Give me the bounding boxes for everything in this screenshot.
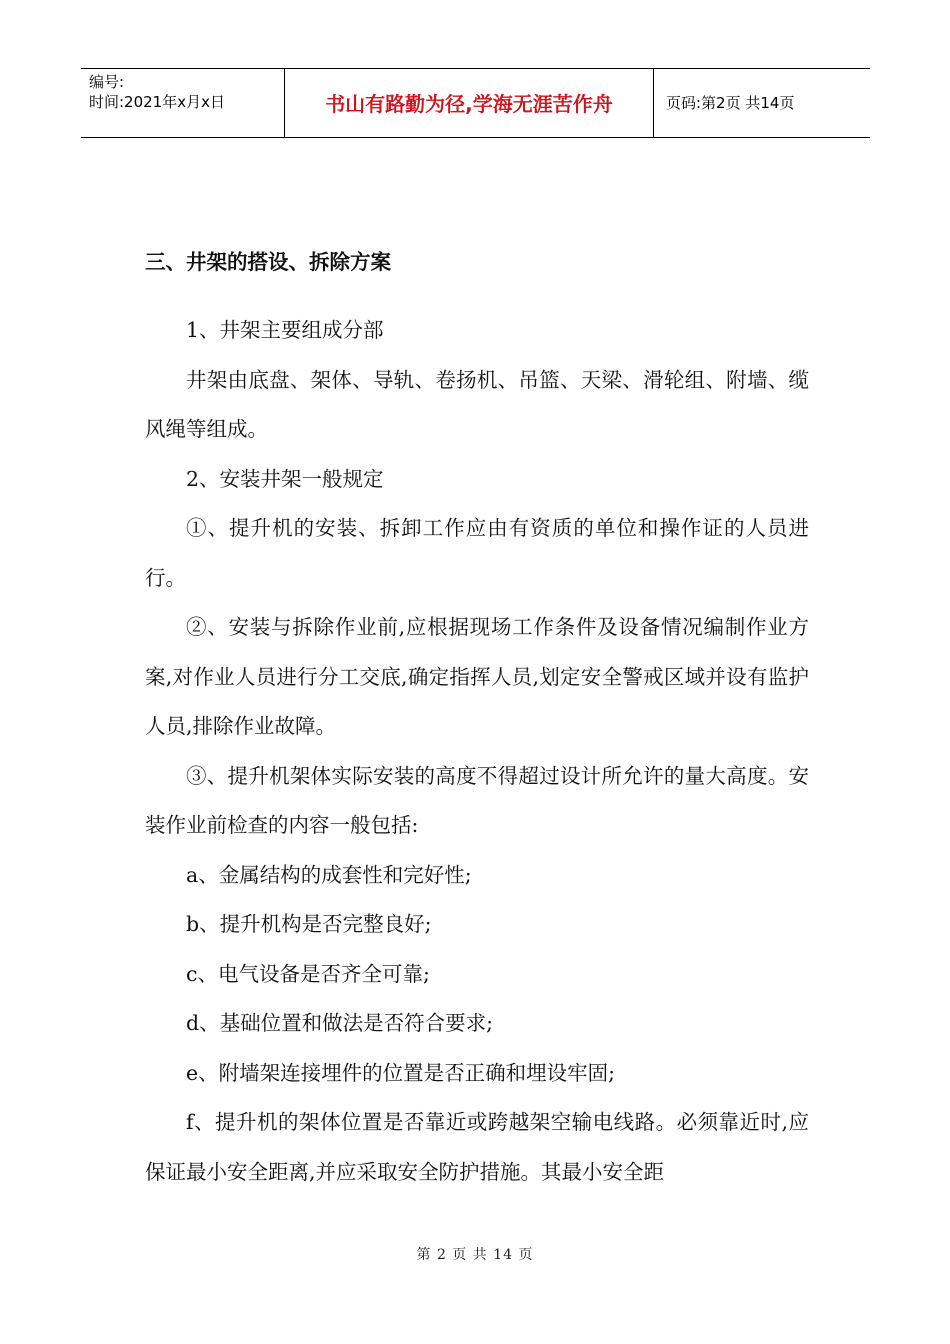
header-motto: 书山有路勤为径,学海无涯苦作舟: [325, 92, 613, 116]
paragraph: e、附墙架连接埋件的位置是否正确和埋设牢固;: [186, 1060, 616, 1085]
document-body: [145, 238, 809, 1197]
header-motto-cell: [285, 69, 654, 137]
document-date: 时间:2021年x月x日: [89, 93, 225, 111]
header-page-info: 页码:第2页 共14页: [666, 94, 795, 112]
header-meta-cell: [81, 69, 285, 137]
header-page-cell: [654, 69, 870, 137]
paragraph: f、提升机的架体位置是否靠近或跨越架空输电线路。必须靠近时,应保证最小安全距离,并应采取安全防护措施。其最小安全距: [145, 1110, 809, 1184]
section-title: 三、井架的搭设、拆除方案: [145, 250, 391, 274]
paragraph: ①、提升机的安装、拆卸工作应由有资质的单位和操作证的人员进行。: [145, 516, 809, 590]
paragraph: 井架由底盘、架体、导轨、卷扬机、吊篮、天梁、滑轮组、附墙、缆风绳等组成。: [145, 367, 809, 441]
page-header: [81, 68, 870, 138]
document-number-label: 编号:: [89, 73, 125, 91]
paragraph: b、提升机构是否完整良好;: [186, 912, 432, 936]
paragraph: ③、提升机架体实际安装的高度不得超过设计所允许的量大高度。安装作业前检查的内容一般包括:: [145, 763, 809, 837]
paragraph: 1、井架主要组成分部: [186, 318, 384, 342]
paragraph: a、金属结构的成套性和完好性;: [186, 862, 472, 887]
paragraph: ②、安装与拆除作业前,应根据现场工作条件及设备情况编制作业方案,对作业人员进行分工交底,确定指挥人员,划定安全警戒区域并设有监护人员,排除作业故障。: [145, 615, 809, 738]
paragraph: 2、安装井架一般规定: [186, 466, 384, 491]
page-footer: 第 2 页 共 14 页: [416, 1247, 534, 1263]
paragraph: c、电气设备是否齐全可靠;: [186, 961, 430, 986]
paragraph: d、基础位置和做法是否符合要求;: [186, 1011, 494, 1035]
